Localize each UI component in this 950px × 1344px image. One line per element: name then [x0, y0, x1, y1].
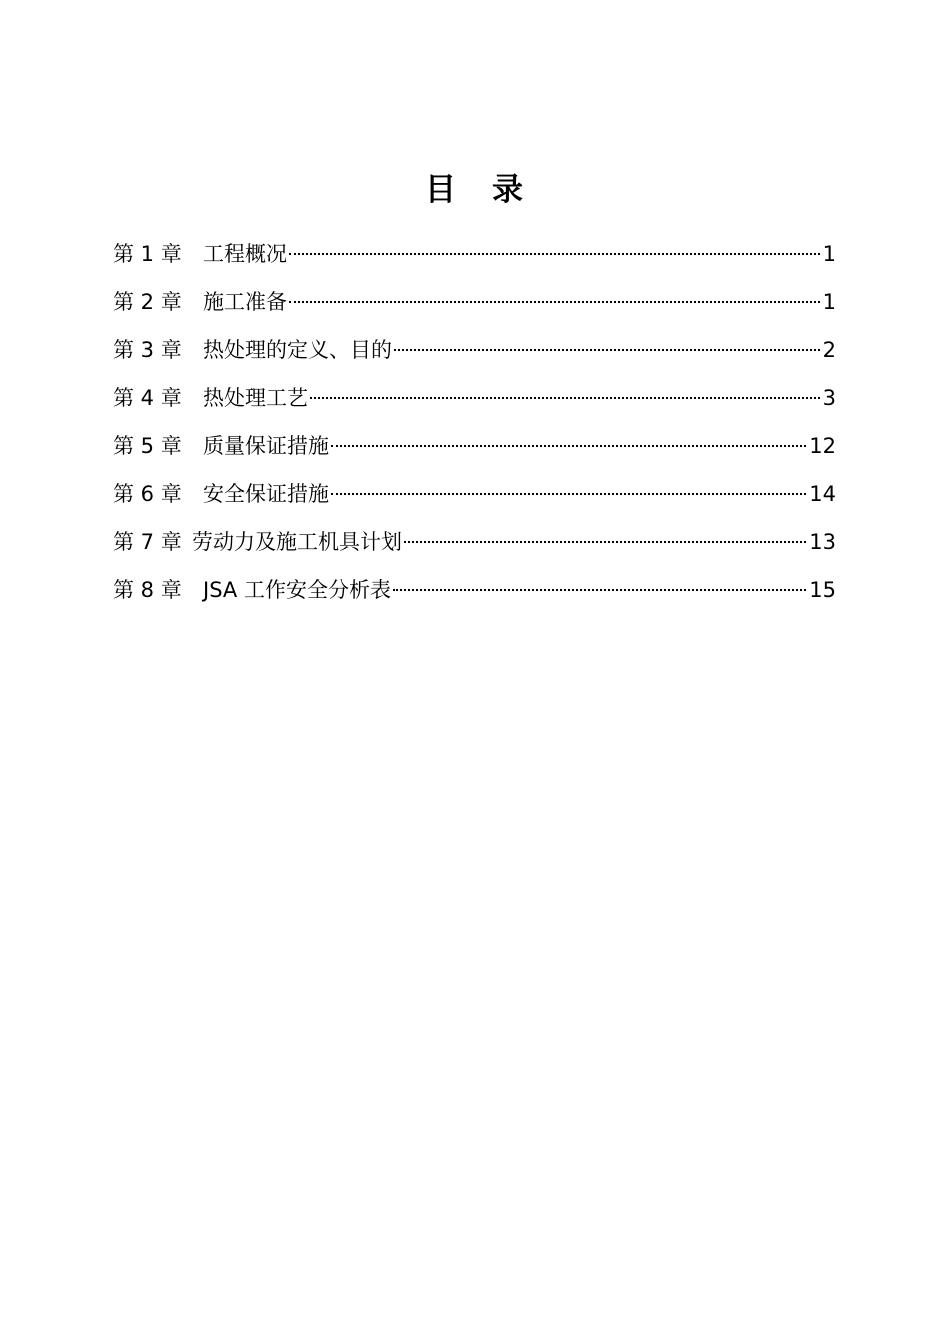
toc-page-number: 14 [809, 482, 836, 506]
toc-chapter-heading: 质量保证措施 [203, 434, 329, 458]
toc-entry-chapter-4[interactable] [113, 378, 836, 426]
toc-dot-leader [331, 445, 806, 447]
toc-title-char-1: 目 [425, 172, 458, 208]
toc-page-number: 15 [809, 578, 836, 602]
toc-chapter-heading: 劳动力及施工机具计划 [192, 530, 402, 554]
toc-dot-leader [394, 349, 820, 351]
toc-page-number: 13 [809, 530, 836, 554]
toc-dot-leader [404, 541, 806, 543]
toc-chapter-number: 第 4 章 [113, 386, 182, 410]
toc-entry-chapter-8[interactable] [113, 570, 836, 618]
toc-page-number: 2 [822, 338, 836, 362]
toc-dot-leader [331, 493, 806, 495]
toc-dot-leader [289, 253, 820, 255]
toc-chapter-number: 第 7 章 [113, 530, 182, 554]
toc-chapter-number: 第 3 章 [113, 338, 182, 362]
toc-page-number: 3 [822, 386, 836, 410]
toc-dot-leader [310, 397, 820, 399]
toc-entry-chapter-2[interactable] [113, 282, 836, 330]
toc-chapter-number: 第 6 章 [113, 482, 182, 506]
toc-dot-leader [393, 589, 806, 591]
toc-entry-chapter-3[interactable] [113, 330, 836, 378]
toc-chapter-number: 第 5 章 [113, 434, 182, 458]
toc-page-number: 1 [822, 242, 836, 266]
toc-chapter-heading: 热处理工艺 [203, 386, 308, 410]
toc-chapter-heading: 施工准备 [203, 290, 287, 314]
toc-chapter-heading: 安全保证措施 [203, 482, 329, 506]
toc-chapter-heading: 工程概况 [203, 242, 287, 266]
toc-title-char-2: 录 [492, 172, 525, 208]
toc-entry-chapter-1[interactable] [113, 234, 836, 282]
toc-chapter-heading: 热处理的定义、目的 [203, 338, 392, 362]
toc-chapter-number: 第 8 章 [113, 578, 182, 602]
toc-entry-chapter-5[interactable] [113, 426, 836, 474]
toc-title [0, 168, 950, 212]
toc-chapter-number: 第 1 章 [113, 242, 182, 266]
toc-entry-chapter-6[interactable] [113, 474, 836, 522]
toc-dot-leader [289, 301, 820, 303]
toc-chapter-heading: JSA 工作安全分析表 [203, 578, 391, 602]
toc-page-number: 1 [822, 290, 836, 314]
toc-chapter-number: 第 2 章 [113, 290, 182, 314]
toc-page-number: 12 [809, 434, 836, 458]
table-of-contents [113, 234, 836, 618]
toc-entry-chapter-7[interactable] [113, 522, 836, 570]
